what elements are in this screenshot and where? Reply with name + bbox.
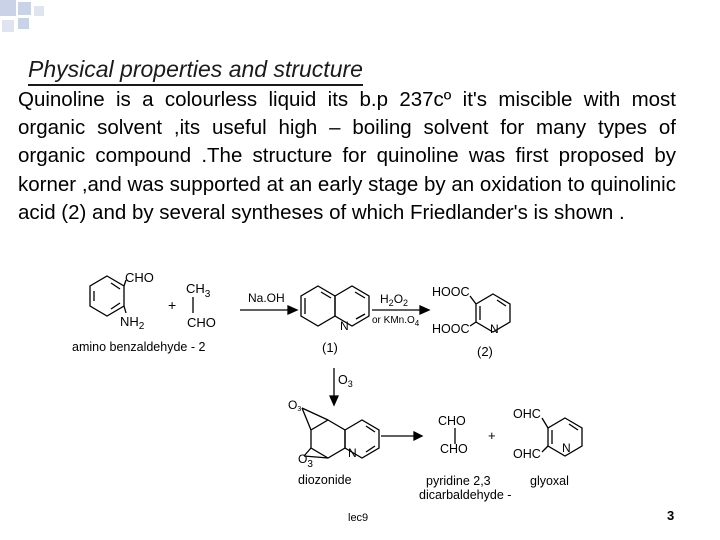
label-o3-top: O3 xyxy=(288,398,302,413)
label-ch3: $CH_3$ xyxy=(186,281,211,300)
label-hooc-1: HOOC xyxy=(432,285,470,299)
label-cho-4: CHO xyxy=(440,442,468,456)
diozonide-label: diozonide xyxy=(298,473,352,487)
slide-paragraph: Quinoline is a colourless liquid its b.p 237cº it's miscible with most organic solvent ,its useful high – boiling solvent for many types of organic compound .The structure for quinoline was first proposed by korner ,and was supported at an early stage by an oxidation to quinolinic acid (2) and by several syntheses of which Friedlander's is shown . xyxy=(18,88,676,224)
reagent-naoh: Na.OH xyxy=(248,291,285,305)
reagent-o3: $O_3$ xyxy=(338,373,353,389)
plus-sign-2: + xyxy=(488,428,496,443)
label-cho-2: CHO xyxy=(187,315,216,330)
label-cho-3: CHO xyxy=(438,414,466,428)
label-ohc-1: OHC xyxy=(513,407,541,421)
ozonide-benzo-ring xyxy=(311,420,345,458)
label-ohc-2: OHC xyxy=(513,447,541,461)
footer-lecture: lec9 xyxy=(348,512,369,524)
label-n-pyridine: N xyxy=(562,441,571,455)
label-n-ozonide: N xyxy=(348,446,357,460)
plus-sign-1: + xyxy=(168,297,177,313)
page-number: 3 xyxy=(667,508,675,523)
pyridine-label-line1: pyridine 2,3 xyxy=(426,474,491,488)
compound-label-2: (2) xyxy=(477,344,493,359)
slide-title: Physical properties and structure xyxy=(28,55,363,86)
reactant-label: amino benzaldehyde - 2 xyxy=(72,340,206,354)
benzene-ring xyxy=(90,276,124,316)
label-n-acid: N xyxy=(490,322,499,336)
glyoxal-label: glyoxal xyxy=(530,474,569,488)
label-hooc-2: HOOC xyxy=(432,322,470,336)
reagent-h2o2: $H_2O_2$ xyxy=(380,292,409,308)
quinoline-benzo-ring xyxy=(301,286,335,326)
reagent-kmno4: or $KMn.O_4$ xyxy=(372,315,420,328)
label-o3-bottom: $O_3$ xyxy=(298,452,313,470)
label-cho-1: CHO xyxy=(125,270,154,285)
label-nh2: $NH_2$ xyxy=(120,314,145,332)
compound-label-1: (1) xyxy=(322,340,338,355)
label-n-quinoline: N xyxy=(340,319,349,333)
pyridine-label-line2: dicarbaldehyde - xyxy=(419,488,512,502)
